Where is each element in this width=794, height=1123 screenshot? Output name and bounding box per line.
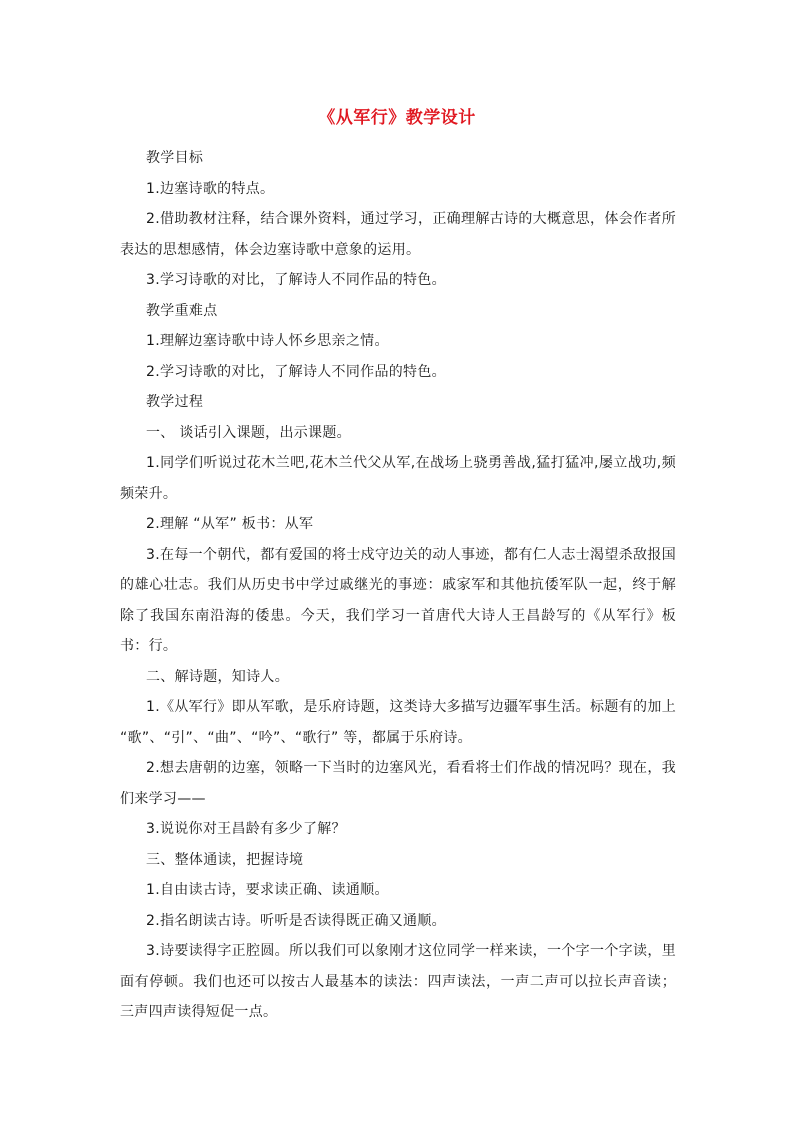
goal-2: 2.借助教材注释，结合课外资料，通过学习，正确理解古诗的大概意思，体会作者所表达的思想感情，体会边塞诗歌中意象的运用。 — [120, 211, 676, 258]
goal-3: 3.学习诗歌的对比，了解诗人不同作品的特色。 — [146, 272, 446, 288]
section-1-heading: 一、 谈话引入课题，出示课题。 — [146, 424, 351, 441]
heading-teaching-process: 教学过程 — [146, 394, 204, 410]
section-1-item-2: 2.理解 “从军” 板书：从军 — [146, 516, 314, 532]
document-title: 《从军行》教学设计 — [318, 108, 476, 128]
section-2-heading: 二、解诗题，知诗人。 — [146, 668, 289, 685]
section-1-item-1: 1.同学们听说过花木兰吧,花木兰代父从军,在战场上骁勇善战,猛打猛冲,屡立战功,频频荣升。 — [120, 455, 676, 502]
heading-teaching-goals: 教学目标 — [146, 150, 204, 166]
key-point-2: 2.学习诗歌的对比，了解诗人不同作品的特色。 — [146, 363, 446, 380]
section-3-heading: 三、整体通读，把握诗境 — [146, 851, 304, 868]
section-2-item-2: 2.想去唐朝的边塞，领略一下当时的边塞风光，看看将士们作战的情况吗？现在，我们来学习—— — [120, 760, 676, 807]
goal-1: 1.边塞诗歌的特点。 — [146, 180, 275, 197]
document-body — [120, 143, 676, 1028]
section-2-item-3: 3.说说你对王昌龄有多少了解？ — [146, 821, 346, 837]
section-3-item-2: 2.指名朗读古诗。听听是否读得既正确又通顺。 — [146, 912, 446, 929]
section-3-item-1: 1.自由读古诗，要求读正确、读通顺。 — [146, 882, 389, 898]
section-3-item-3: 3.诗要读得字正腔圆。所以我们可以象刚才这位同学一样来读，一个字一个字读，里面有停顿。我们也还可以按古人最基本的读法：四声读法，一声二声可以拉长声音读；三声四声读得短促一点。 — [120, 943, 676, 1020]
key-point-1: 1.理解边塞诗歌中诗人怀乡思亲之情。 — [146, 333, 389, 349]
section-2-item-1: 1.《从军行》即从军歌，是乐府诗题，这类诗大多描写边疆军事生活。标题有的加上 “歌”、“引”、“曲”、“吟”、“歌行” 等，都属于乐府诗。 — [120, 699, 676, 746]
section-1-item-3: 3.在每一个朝代，都有爱国的将士戍守边关的动人事迹，都有仁人志士渴望杀敌报国的雄心壮志。我们从历史书中学过戚继光的事迹：戚家军和其他抗倭军队一起，终于解除了我国东南沿海的倭患。今天，我们学习一首唐代大诗人王昌龄写的《从军行》板书：行。 — [120, 546, 676, 654]
heading-key-points: 教学重难点 — [146, 302, 218, 319]
